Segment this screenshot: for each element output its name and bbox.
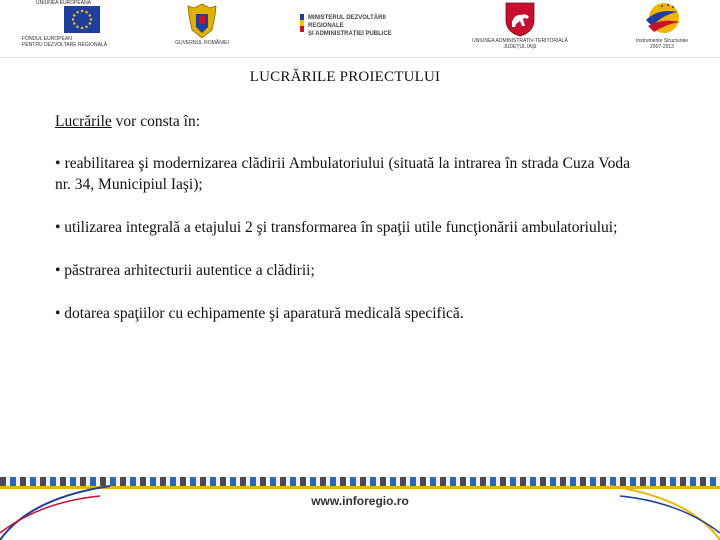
regio-caption [472,38,568,50]
ministry-name-line1: MINISTERUL DEZVOLTĂRII REGIONALE [308,15,386,29]
ministry-name-line2: ȘI ADMINISTRAȚIEI PUBLICE [308,31,392,37]
eu-caption-line2: PENTRU DEZVOLTARE REGIONALĂ [22,42,108,48]
romania-coat-of-arms-icon [182,2,222,40]
county-coat-of-arms-icon [503,0,537,38]
intro-underlined: Lucrările [55,113,112,130]
footer-right-swirl-icon [610,478,720,540]
government-caption: GUVERNUL ROMÂNIEI [175,40,229,46]
eu-caption-line1: FONDUL EUROPEAN [22,36,72,42]
instruments-caption-line2: 2007-2013 [650,44,674,50]
header-logos [0,0,720,56]
regio-caption-line2: JUDEȚUL IAȘI [503,44,537,50]
instruments-caption-line1: Instrumente Structurale [636,38,688,44]
structural-instruments-logo [630,0,694,50]
intro-rest: vor consta în: [111,113,201,130]
page-title: LUCRĂRILE PROIECTULUI [249,69,441,85]
regio-caption-line1: UNIUNEA ADMINISTRATIV-TERITORIALĂ [472,38,568,44]
document-body [55,111,630,346]
bullet-item: • reabilitarea şi modernizarea clădirii Ambulatoriului (situată la intrarea în strada Cuza Voda nr. 34, Municipiul Iaşi); [55,155,630,193]
government-logo [172,2,232,46]
bullet-item: • dotarea spaţiilor cu echipamente şi aparatură medicală specifică. [55,305,464,322]
intro-paragraph [55,111,630,132]
structural-instruments-emblem-icon [638,0,686,38]
eu-logo-top-text: UNIUNEA EUROPEANĂ [36,0,92,6]
ministry-logo [300,14,410,38]
ministry-name [308,14,410,38]
structural-instruments-caption [630,38,694,50]
eu-logo-caption [22,36,126,48]
bullet-item: • utilizarea integrală a etajului 2 şi transformarea în spaţii utile funcţionării ambulatoriului; [55,219,618,236]
eu-flag-icon [64,6,100,33]
ministry-flag-bar-icon [300,14,304,32]
footer-left-swirl-icon [0,478,110,540]
website-link[interactable]: www.inforegio.ro [311,494,409,508]
bullet-item: • păstrarea arhitecturii autentice a clădirii; [55,262,315,279]
regio-logo [472,0,568,50]
eu-logo [22,0,126,48]
header-divider [0,57,720,58]
